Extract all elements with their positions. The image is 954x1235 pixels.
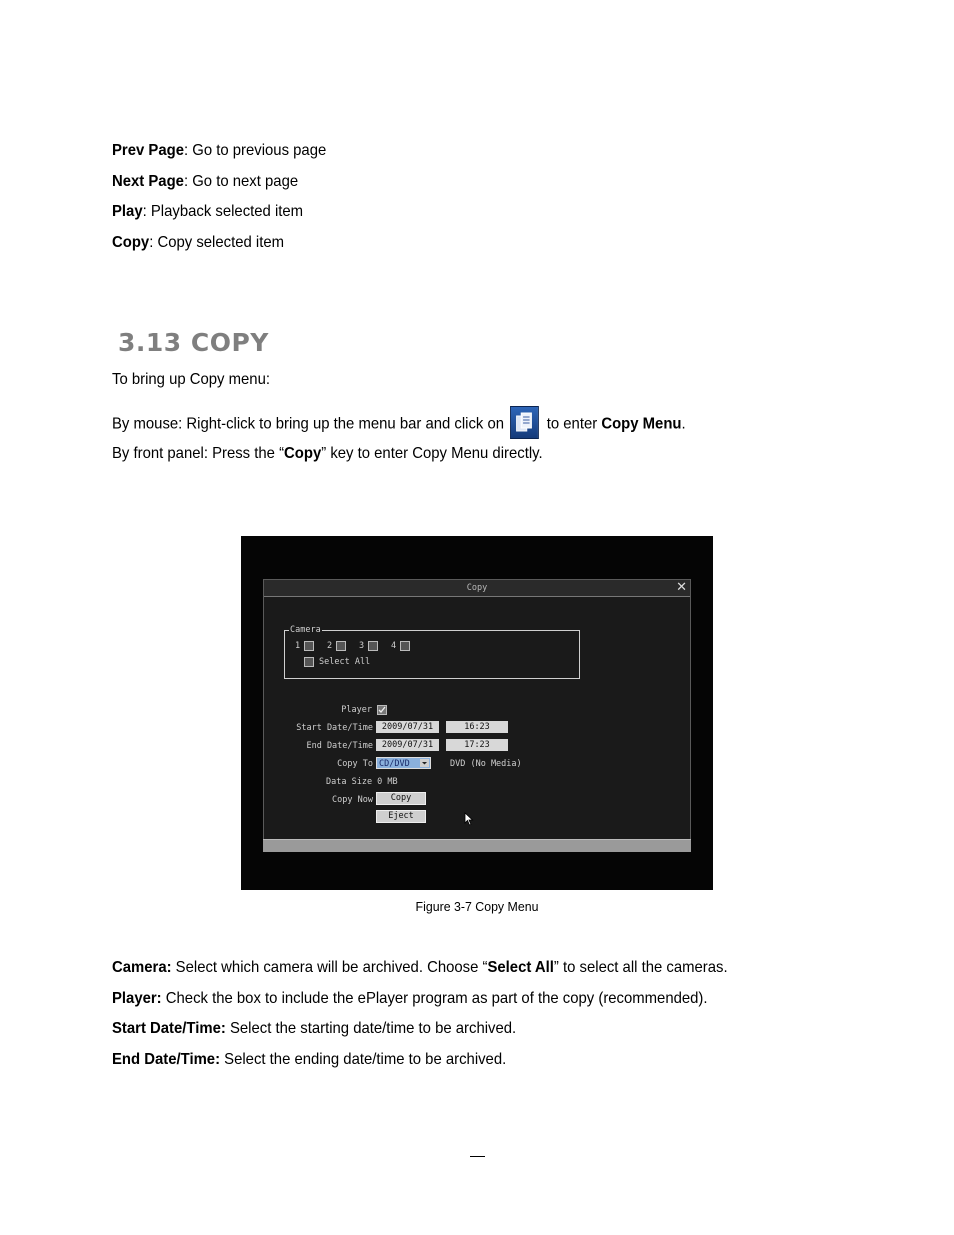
camera-1-label: 1 bbox=[295, 641, 301, 651]
term: Play bbox=[112, 203, 143, 220]
camera-1-checkbox[interactable] bbox=[304, 641, 314, 651]
desc-start-datetime bbox=[112, 1019, 516, 1039]
data-size: Data Size 0 MB bbox=[326, 777, 398, 787]
start-date-field[interactable]: 2009/07/31 bbox=[376, 721, 439, 733]
start-time-field[interactable]: 16:23 bbox=[446, 721, 508, 733]
mouse-pre: By mouse: Right-click to bring up the menu bar and click on bbox=[112, 415, 505, 433]
copy-menu-screenshot bbox=[241, 536, 713, 890]
desc: Select the starting date/time to be archived. bbox=[225, 1020, 517, 1037]
term: Start Date/Time: bbox=[112, 1020, 226, 1037]
dialog-titlebar bbox=[264, 580, 690, 597]
media-status: DVD (No Media) bbox=[450, 759, 522, 769]
panel-pre: By front panel: Press the “ bbox=[112, 445, 285, 462]
copy-now-label: Copy Now bbox=[332, 795, 373, 805]
figure-caption: Figure 3-7 Copy Menu bbox=[415, 899, 539, 914]
camera-group-label: Camera bbox=[290, 625, 321, 635]
term: Prev Page bbox=[112, 142, 184, 159]
chevron-down-icon bbox=[420, 759, 429, 767]
end-time-field[interactable]: 17:23 bbox=[446, 739, 508, 751]
desc: : Go to previous page bbox=[183, 142, 327, 159]
list-item-play bbox=[112, 202, 303, 222]
intro-text: To bring up Copy menu: bbox=[112, 371, 270, 388]
select-all-label: Select All bbox=[319, 657, 371, 667]
mouse-end: . bbox=[681, 415, 686, 433]
copy-icon bbox=[510, 406, 539, 439]
term: Copy bbox=[112, 234, 150, 251]
eject-button[interactable]: Eject bbox=[376, 810, 426, 823]
camera-3-label: 3 bbox=[359, 641, 365, 651]
camera-2-checkbox[interactable] bbox=[336, 641, 346, 651]
mouse-mid: to enter bbox=[546, 415, 602, 433]
list-item-prev-page bbox=[112, 141, 326, 161]
mouse-cursor-icon bbox=[464, 812, 474, 826]
mouse-instruction bbox=[112, 408, 686, 441]
end-datetime-label: End Date/Time bbox=[306, 741, 373, 751]
desc-bold: Select All bbox=[487, 959, 554, 976]
camera-3-checkbox[interactable] bbox=[368, 641, 378, 651]
start-datetime-label: Start Date/Time bbox=[296, 723, 373, 733]
desc-end-datetime bbox=[112, 1050, 506, 1070]
list-item-next-page bbox=[112, 172, 298, 192]
camera-4-label: 4 bbox=[391, 641, 397, 651]
mouse-bold: Copy Menu bbox=[601, 415, 682, 433]
desc-pre: Select which camera will be archived. Choose “ bbox=[171, 959, 488, 976]
player-label: Player bbox=[341, 705, 372, 715]
page-number-line bbox=[470, 1156, 485, 1157]
section-heading: 3.13 COPY bbox=[118, 328, 269, 357]
desc-camera bbox=[112, 958, 728, 978]
copy-to-select[interactable] bbox=[376, 757, 431, 769]
status-bar bbox=[263, 839, 691, 852]
dialog-title: Copy bbox=[466, 583, 488, 593]
term: Camera: bbox=[112, 959, 172, 976]
desc: Check the box to include the ePlayer program as part of the copy (recommended). bbox=[161, 990, 708, 1007]
player-checkbox[interactable] bbox=[377, 705, 387, 715]
end-date-field[interactable]: 2009/07/31 bbox=[376, 739, 439, 751]
term: End Date/Time: bbox=[112, 1051, 221, 1068]
panel-end: ” key to enter Copy Menu directly. bbox=[321, 445, 543, 462]
desc: : Go to next page bbox=[183, 173, 299, 190]
camera-4-checkbox[interactable] bbox=[400, 641, 410, 651]
desc: Select the ending date/time to be archived. bbox=[220, 1051, 507, 1068]
desc: : Copy selected item bbox=[149, 234, 285, 251]
term: Player: bbox=[112, 990, 162, 1007]
copy-dialog bbox=[263, 579, 691, 852]
desc-player bbox=[112, 989, 708, 1009]
term: Next Page bbox=[112, 173, 184, 190]
copy-to-label: Copy To bbox=[337, 759, 373, 769]
copy-button[interactable]: Copy bbox=[376, 792, 426, 805]
camera-group bbox=[284, 625, 580, 679]
camera-2-label: 2 bbox=[327, 641, 333, 651]
list-item-copy bbox=[112, 233, 284, 253]
desc-post: ” to select all the cameras. bbox=[553, 959, 728, 976]
select-all-checkbox[interactable] bbox=[304, 657, 314, 667]
panel-bold: Copy bbox=[284, 445, 322, 462]
close-icon[interactable]: ✕ bbox=[676, 580, 687, 595]
copy-to-value: CD/DVD bbox=[379, 759, 410, 769]
desc: : Playback selected item bbox=[142, 203, 304, 220]
panel-instruction bbox=[112, 444, 543, 464]
